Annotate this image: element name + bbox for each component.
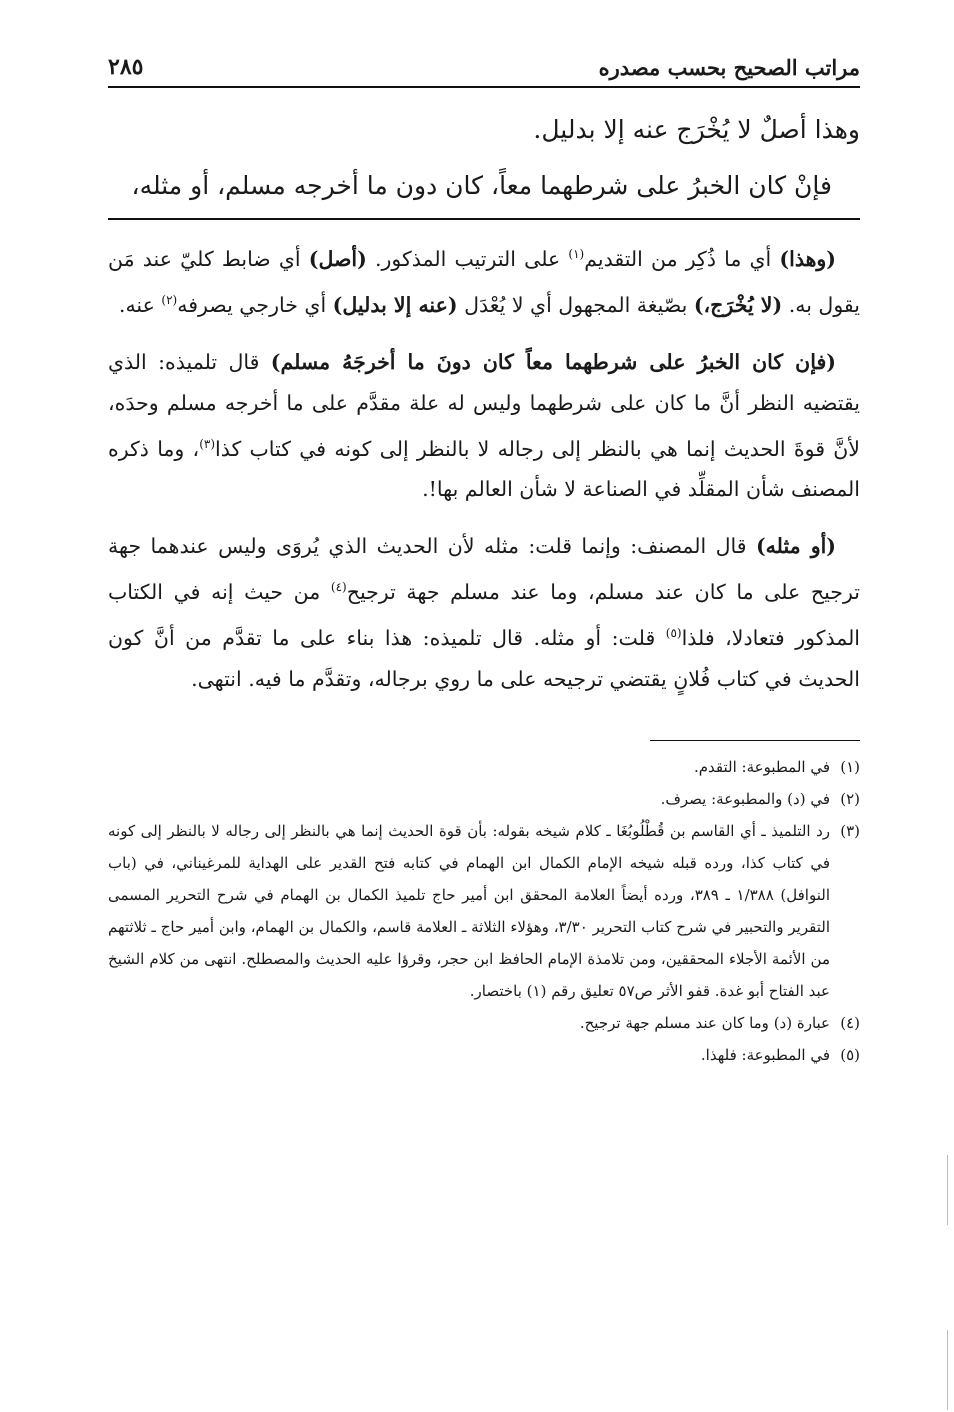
commentary-paragraph-1 <box>108 234 860 326</box>
commentary-lemma: (وهذا) <box>779 246 836 271</box>
commentary-lemma: (لا يُخْرَج،) <box>693 292 783 317</box>
main-text-line-1: وهذا أصلٌ لا يُخْرَج عنه إلا بدليل. <box>533 115 860 144</box>
commentary-text: من حيث إنه في الكتاب المذكور فتعادلا، فلذا <box>108 580 861 651</box>
footnote <box>108 1007 860 1039</box>
footnote-text: عبارة (د) وما كان عند مسلم جهة ترجيح. <box>579 1014 830 1033</box>
commentary-lemma: (أو مثله) <box>755 534 836 559</box>
footnote-number: (٢) <box>840 790 860 809</box>
commentary-text: على الترتيب المذكور. <box>366 246 569 271</box>
page-number: ٢٨٥ <box>108 54 144 80</box>
footnote-separator-wrap <box>108 716 860 751</box>
commentary-text: قلت: أو مثله. قال تلميذه: هذا بناء على ما تقدَّم من أنَّ كون الحديث في كتاب فُلانٍ يقتضي ترجيحه على ما روي برجاله، وتقدَّم ما فيه. انتهى. <box>108 626 860 692</box>
footnote-text: في المطبوعة: التقدم. <box>693 758 830 777</box>
footnote <box>108 815 860 1007</box>
main-text <box>108 104 860 212</box>
footnote-text: في (د) والمطبوعة: يصرف. <box>660 790 830 809</box>
footnote-number: (١) <box>840 758 860 777</box>
main-text-line-2: فإنْ كان الخبرُ على شرطهما معاً، كان دون ما أخرجه مسلم، أو مثله، <box>131 171 832 200</box>
running-title: مراتب الصحيح بحسب مصدره <box>598 55 860 80</box>
book-page <box>108 46 860 1071</box>
page-header <box>108 46 860 88</box>
commentary-text: قال المصنف: وإنما قلت: مثله لأن الحديث الذي يُروَى وليس عندهما جهة ترجيح على ما كان عند مسلم، وما عند مسلم جهة ترجيح <box>108 534 860 605</box>
footnote <box>108 1039 860 1071</box>
commentary <box>108 234 860 700</box>
commentary-text: قال تلميذه: الذي يقتضيه النظر أنَّ ما كان على شرطهما وليس له علة مقدَّم على ما أخرجه مسلم وحدَه، لأنَّ قوةَ الحديث إنما هي بالنظر إلى رجاله لا بالنظر إلى كونه في كتاب كذا <box>108 349 860 461</box>
footnote <box>108 751 860 783</box>
scan-edge-mark <box>947 1155 948 1225</box>
main-text-divider <box>108 218 860 220</box>
footnote-ref[interactable]: (٣) <box>199 436 216 451</box>
footnote-text: في المطبوعة: فلهذا. <box>700 1046 830 1065</box>
footnote <box>108 783 860 815</box>
footnote-text: رد التلميذ ـ أي القاسم بن قُطْلُوبُغَا ـ كلام شيخه بقوله: بأن قوة الحديث إنما هي بالنظر إلى رجاله لا بالنظر إلى كونه في كتاب كذا، ورده قبله شيخه الإمام الكمال ابن الهمام في كتابه فتح القدير على الهداية للمرغيناني، في (باب النوافل) ١/٣٨٨ ـ ٣٨٩، ورده أيضاً العلامة المحقق ابن أمير حاج تلميذ الكمال بن الهمام في شرح التحرير المسمى التقرير والتحبير في شرح كتاب التحرير ٣/٣٠، وهؤلاء الثلاثة ـ العلامة قاسم، والكمال بن الهمام، وابن أمير حاج ـ ثلاثتهم من الأئمة الأجلاء المحققين، ومن تلامذة الإمام الحافظ ابن حجر، وقرؤا عليه الحديث والمصطلح. انتهى من كلام الشيخ عبد الفتاح أبو غدة. قفو الأثر ص٥٧ تعليق رقم (١) باختصار. <box>108 822 830 1001</box>
commentary-text: بصّيغة المجهول أي لا يُعْدَل <box>457 292 694 317</box>
footnote-number: (٤) <box>840 1014 860 1033</box>
footnote-ref[interactable]: (٥) <box>665 626 682 641</box>
commentary-text: عنه. <box>118 292 162 317</box>
commentary-lemma: (أصل) <box>308 246 367 271</box>
footnote-number: (٣) <box>840 822 860 841</box>
commentary-text: أي ما ذُكِر من التقديم <box>584 246 780 271</box>
footnote-ref[interactable]: (٢) <box>161 292 178 307</box>
commentary-text: أي ضابط كليّ عند مَن يقول به. <box>108 246 860 317</box>
commentary-lemma: (فإن كان الخبرُ على شرطهما معاً كان دونَ ما أخرجَهُ مسلم) <box>270 349 836 374</box>
commentary-text: أي خارجي يصرفه <box>177 292 333 317</box>
footnote-number: (٥) <box>840 1046 860 1065</box>
commentary-paragraph-3 <box>108 526 860 700</box>
footnote-separator <box>650 740 860 741</box>
footnotes <box>108 751 860 1071</box>
footnote-ref[interactable]: (١) <box>568 247 585 261</box>
footnote-ref[interactable]: (٤) <box>330 580 347 595</box>
commentary-paragraph-2 <box>108 342 860 511</box>
commentary-lemma: (عنه إلا بدليل) <box>332 292 458 317</box>
scan-edge-mark <box>947 1330 948 1410</box>
commentary-text: ، وما ذكره المصنف شأن المقلِّد في الصناعة لا شأن العالم بها!. <box>108 436 860 502</box>
